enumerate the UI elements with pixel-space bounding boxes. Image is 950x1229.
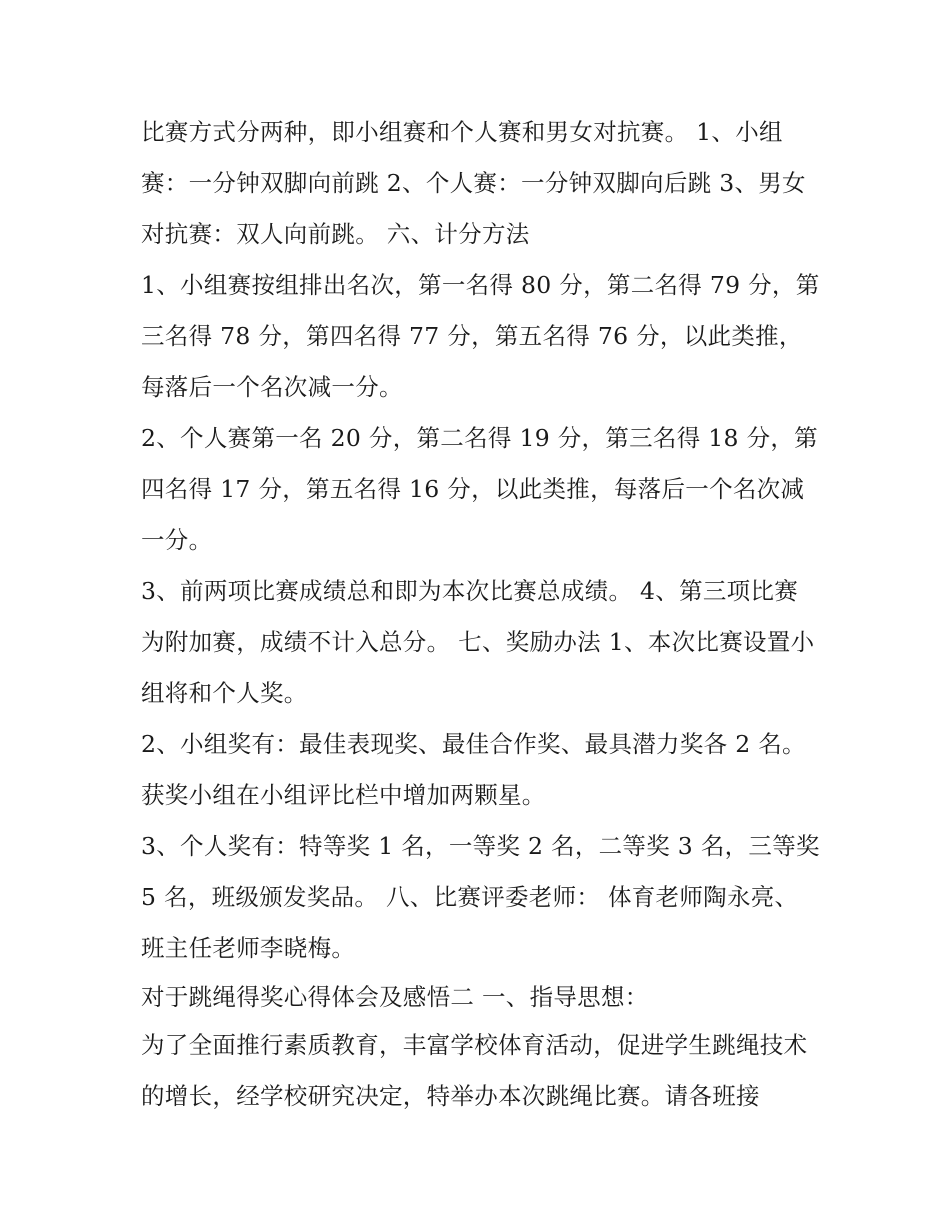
paragraph-group-scoring: 1、小组赛按组排出名次，第一名得 80 分，第二名得 79 分，第三名得 78 分，第四名得 77 分，第五名得 76 分，以此类推，每落后一个名次减一分。 [141,271,820,401]
paragraph-individual-awards: 3、个人奖有：特等奖 1 名，一等奖 2 名，二等奖 3 名，三等奖 5 名，班级颁发奖品。 八、比赛评委老师： 体育老师陶永亮、班主任老师李晓梅。 [141,832,820,962]
paragraph-total-and-awards: 3、前两项比赛成绩总和即为本次比赛总成绩。 4、第三项比赛为附加赛，成绩不计入总分。 七、奖励办法 1、本次比赛设置小组将和个人奖。 [141,577,815,707]
paragraph-guiding-thought: 为了全面推行素质教育，丰富学校体育活动，促进学生跳绳技术的增长，经学校研究决定，特举办本次跳绳比赛。请各班接 [141,1031,808,1110]
document-body [141,107,821,1122]
paragraph-individual-scoring: 2、个人赛第一名 20 分，第二名得 19 分，第三名得 18 分，第四名得 17 分，第五名得 16 分，以此类推，每落后一个名次减一分。 [141,424,818,554]
paragraph-competition-format: 比赛方式分两种，即小组赛和个人赛和男女对抗赛。 1、小组赛：一分钟双脚向前跳 2、个人赛：一分钟双脚向后跳 3、男女对抗赛：双人向前跳。 六、计分方法 [141,118,806,248]
paragraph-group-awards: 2、小组奖有：最佳表现奖、最佳合作奖、最具潜力奖各 2 名。获奖小组在小组评比栏中增加两颗星。 [141,730,806,809]
section-heading: 对于跳绳得奖心得体会及感悟二 一、指导思想： [141,983,649,1011]
